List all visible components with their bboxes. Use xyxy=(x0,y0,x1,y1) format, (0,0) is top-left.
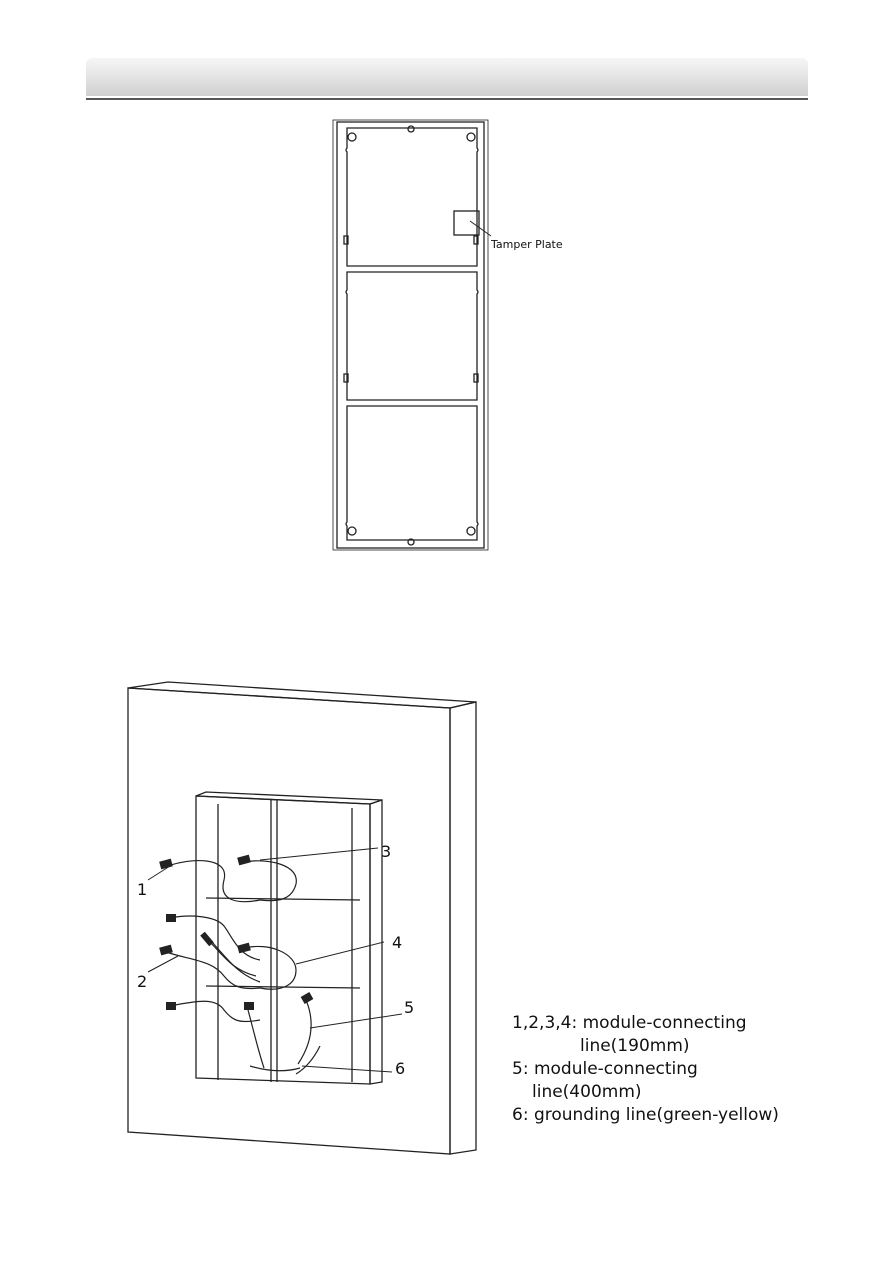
legend-line-2: line(190mm) xyxy=(580,1036,690,1056)
callout-2: 2 xyxy=(137,972,148,991)
legend-line-4: line(400mm) xyxy=(532,1082,642,1102)
tamper-plate-label: Tamper Plate xyxy=(491,238,563,251)
callout-1: 1 xyxy=(137,880,148,899)
page-header-bar xyxy=(86,58,808,96)
wall-installation-diagram xyxy=(120,680,490,1160)
header-rule xyxy=(86,98,808,100)
legend-line-5: 6: grounding line(green-yellow) xyxy=(512,1105,779,1125)
callout-5: 5 xyxy=(404,998,415,1017)
cable-legend xyxy=(512,1012,832,1127)
callout-3: 3 xyxy=(381,842,392,861)
callout-6: 6 xyxy=(395,1059,406,1078)
legend-line-1: 1,2,3,4: module-connecting xyxy=(512,1013,747,1033)
callout-4: 4 xyxy=(392,933,403,952)
legend-line-3: 5: module-connecting xyxy=(512,1059,698,1079)
mounting-frame-diagram xyxy=(330,118,490,558)
